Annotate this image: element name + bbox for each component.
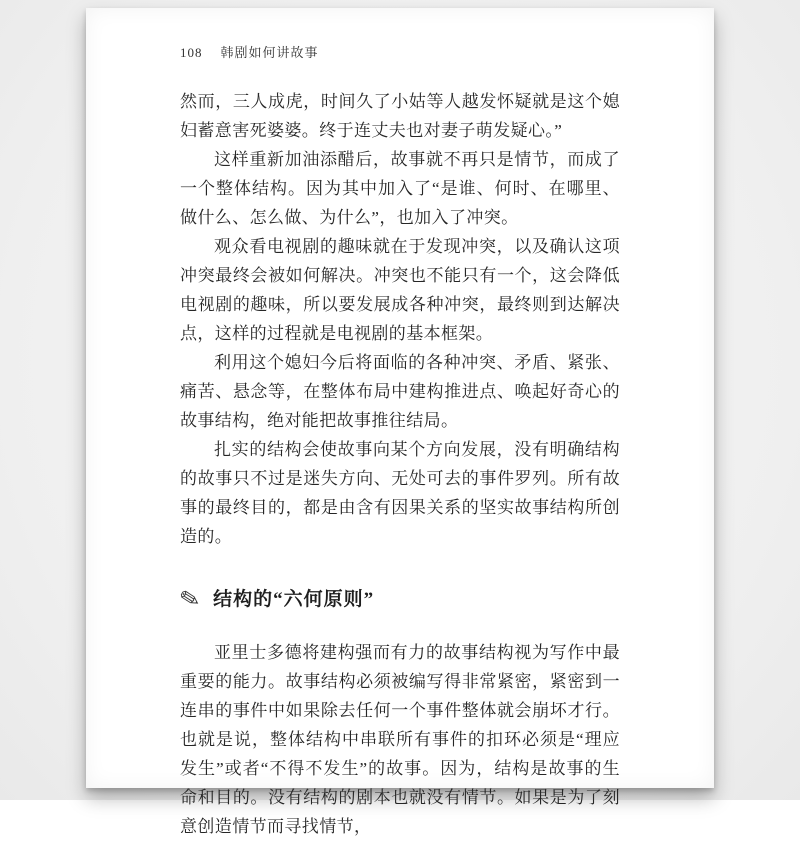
body-paragraph: 扎实的结构会使故事向某个方向发展，没有明确结构的故事只不过是迷失方向、无处可去的事件罗列。所有故事的最终目的，都是由含有因果关系的坚实故事结构所创造的。 — [180, 440, 620, 546]
book-page — [86, 8, 714, 836]
body-paragraph: 利用这个媳妇今后将面临的各种冲突、矛盾、紧张、痛苦、悬念等，在整体布局中建构推进点、唤起好奇心的故事结构，绝对能把故事推往结局。 — [180, 353, 620, 430]
body-paragraph: 观众看电视剧的趣味就在于发现冲突，以及确认这项冲突最终会被如何解决。冲突也不能只有一个，这会降低电视剧的趣味，所以要发展成各种冲突，最终则到达解决点，这样的过程就是电视剧的基本框架。 — [180, 237, 620, 343]
pencil-icon: ✎ — [177, 584, 204, 615]
body-paragraph: 这样重新加油添醋后，故事就不再只是情节，而成了一个整体结构。因为其中加入了“是谁、何时、在哪里、做什么、怎么做、为什么”，也加入了冲突。 — [180, 150, 620, 227]
section-title: 结构的“六何原则” — [213, 589, 375, 610]
body-paragraph: 然而，三人成虎，时间久了小姑等人越发怀疑就是这个媳妇蓄意害死婆婆。终于连丈夫也对妻子萌发疑心。” — [180, 92, 620, 140]
body-paragraph: 亚里士多德将建构强而有力的故事结构视为写作中最重要的能力。故事结构必须被编写得非常紧密，紧密到一连串的事件中如果除去任何一个事件整体就会崩坏才行。也就是说，整体结构中串联所有事件的扣环必须是“理应发生”或者“不得不发生”的故事。因为，结构是故事的生命和目的。没有结构的剧本也就没有情节。如果是为了刻意创造情节而寻找情节， — [180, 643, 620, 836]
page-number: 108 — [180, 45, 203, 60]
running-head — [86, 8, 714, 61]
section-heading — [177, 584, 620, 615]
page-body — [86, 87, 714, 841]
book-title: 韩剧如何讲故事 — [220, 45, 319, 60]
